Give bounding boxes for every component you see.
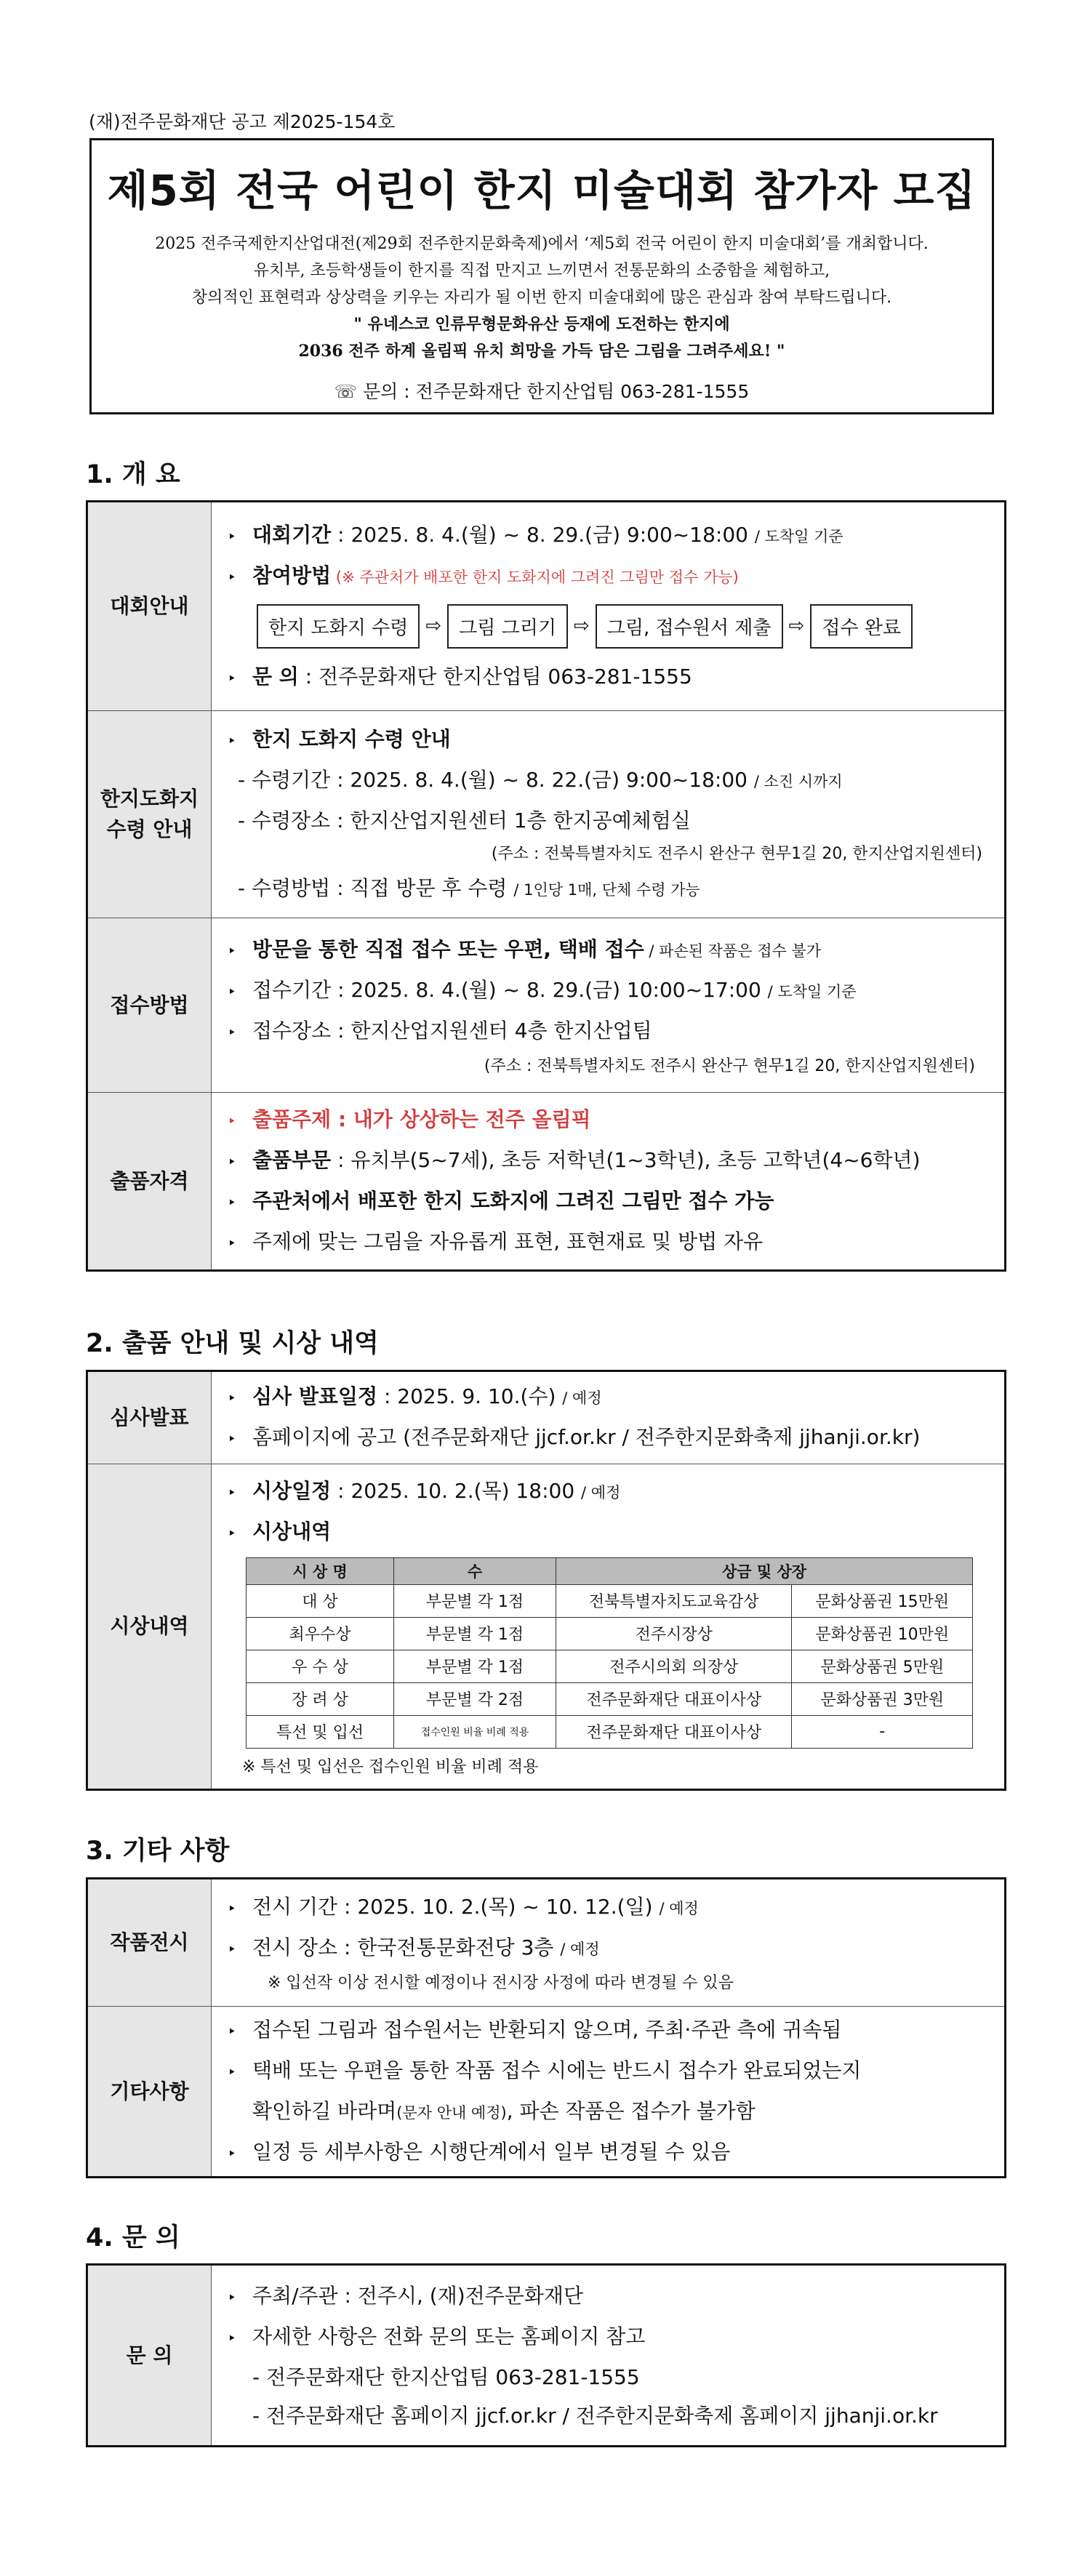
bullet-icon: ‣ — [228, 1430, 236, 1448]
row-label: 문 의 — [87, 2265, 212, 2447]
header-contact-text: 문의 : 전주문화재단 한지산업팀 063-281-1555 — [362, 381, 750, 402]
arrow-right-icon: ⇨ — [425, 615, 442, 637]
bullet-icon: ‣ — [228, 1900, 236, 1917]
intro-line: 2025 전주국제한지산업대전(제29회 전주한지문화축제)에서 ‘제5회 전국 어린이 한지 미술대회’를 개최합니다. — [155, 235, 929, 253]
page-title: 제5회 전국 어린이 한지 미술대회 참가자 모집 — [107, 166, 977, 215]
phone-icon: ☏ — [334, 381, 358, 402]
table-row: 한지도화지 수령 안내 ‣ 한지 도화지 수령 안내 - 수령기간 : 2025. 8. 4.(월) ~ 8. 22.(금) 9:00~18:00 / 소진 시까지 - 수령장소 : 한지산업지원센터 1층 한지공예체험실 (주소 : 전북특별자치도 전주시 완산구 현무1길 20, 한지산업지원센터) - 수령방법 : 직접 방문 후 수령 / 1인당 1매, 단체 수령 가능 — [87, 711, 1006, 918]
arrow-right-icon: ⇨ — [788, 615, 805, 637]
bullet-icon: ‣ — [228, 982, 236, 1000]
table-row: 문 의 ‣ 주최/주관 : 전주시, (재)전주문화재단 ‣ 자세한 사항은 전화 문의 또는 홈페이지 참고 - 전주문화재단 한지산업팀 063-281-1555 - 전주문화재단 홈페이지 jjcf.or.kr / 전주한지문화축제 홈페이지 jjhanji.or.kr — [87, 2265, 1006, 2447]
process-step: 접수 완료 — [810, 604, 913, 649]
bullet-icon: ‣ — [228, 1112, 236, 1130]
table-row: 특선 및 입선 접수인원 비율 비례 적용 전주문화재단 대표이사상 - — [247, 1715, 973, 1748]
intro-line: 유치부, 초등학생들이 한지를 직접 만지고 느끼면서 전통문화의 소중함을 체험하고, — [253, 262, 830, 280]
bullet-icon: ‣ — [228, 527, 236, 545]
row-label: 시상내역 — [87, 1464, 212, 1790]
process-step: 한지 도화지 수령 — [257, 604, 420, 649]
footnote: ※ 특선 및 입선은 접수인원 비율 비례 적용 — [242, 1757, 539, 1776]
bullet-icon: ‣ — [228, 1152, 236, 1171]
table-header-row: 시 상 명 수 상금 및 상장 — [247, 1557, 973, 1584]
table-row: 접수방법 ‣ 방문을 통한 직접 접수 또는 우편, 택배 접수 / 파손된 작품은 접수 불가 ‣ 접수기간 : 2025. 8. 4.(월) ~ 8. 29.(금) 10:00~17:00 / 도착일 기준 ‣ 접수장소 : 한지산업지원센터 4층 한지산업팀 (주소 : 전북특별자치도 전주시 완산구 현무1길 20, 한지산업지원센터) — [87, 918, 1006, 1093]
section-title-awards: 2. 출품 안내 및 시상 내역 — [86, 1329, 379, 1358]
process-steps — [257, 604, 1004, 649]
header-contact — [92, 378, 992, 405]
prize-table — [246, 1557, 973, 1749]
row-label: 출품자격 — [87, 1093, 212, 1271]
bullet-icon: ‣ — [228, 1389, 236, 1407]
bullet-icon: ‣ — [228, 731, 236, 750]
inquiry-table — [86, 2263, 1006, 2447]
table-row: 장 려 상 부문별 각 2점 전주문화재단 대표이사상 문화상품권 3만원 — [247, 1682, 973, 1715]
process-step: 그림, 접수원서 제출 — [596, 604, 783, 649]
row-label: 한지도화지 수령 안내 — [87, 711, 212, 918]
intro-line: 2036 전주 하계 올림픽 유치 희망을 가득 담은 그림을 그려주세요! " — [298, 342, 785, 361]
section-title-etc: 3. 기타 사항 — [86, 1837, 230, 1866]
table-row: 대 상 부문별 각 1점 전북특별자치도교육감상 문화상품권 15만원 — [247, 1584, 973, 1617]
bullet-icon: ‣ — [228, 942, 236, 960]
table-row: 기타사항 ‣ 접수된 그림과 접수원서는 반환되지 않으며, 주최·주관 측에 귀속됨 ‣ 택배 또는 우편을 통한 작품 접수 시에는 반드시 접수가 완료되었는지 확인하길 바라며(문자 안내 예정), 파손 작품은 접수가 불가함 ‣ 일정 등 세부사항은 시행단계에서 일부 변경될 수 있음 — [87, 2007, 1006, 2178]
bullet-icon: ‣ — [228, 568, 236, 586]
bullet-icon: ‣ — [228, 1483, 236, 1501]
table-row: 최우수상 부문별 각 1점 전주시장상 문화상품권 10만원 — [247, 1617, 973, 1650]
awards-table — [86, 1370, 1006, 1791]
table-row: 우 수 상 부문별 각 1점 전주시의회 의장상 문화상품권 5만원 — [247, 1650, 973, 1682]
arrow-right-icon: ⇨ — [574, 615, 590, 637]
row-label: 작품전시 — [87, 1879, 212, 2007]
row-label: 기타사항 — [87, 2007, 212, 2178]
table-row: 시상내역 ‣ 시상일정 : 2025. 10. 2.(목) 18:00 / 예정 ‣ 시상내역 시 상 명 수 상금 및 상장 대 상 부문별 각 1점 전북특별자치도교육감상 문화상품권 15만원 최우수상 부문별 각 1점 전주시장상 문화상품권 10만원 우 수 상 부문별 각 1점 전주시의회 의장상 문화상품권 5만원 장 려 상 부문별 각 2점 전주문화재단 대표이사상 문화상품권 3만원 특선 및 입선 접수인원 비율 비례 적용 전주문화재단 대표이사상 - ※ 특선 및 입선은 접수인원 비율 비례 적용 — [87, 1464, 1006, 1790]
bullet-icon: ‣ — [228, 1524, 236, 1542]
bullet-icon: ‣ — [228, 2144, 236, 2162]
intro-line: " 유네스코 인류무형문화유산 등재에 도전하는 한지에 — [353, 315, 730, 334]
row-label: 대회안내 — [87, 502, 212, 711]
etc-table — [86, 1877, 1006, 2178]
overview-table — [86, 500, 1006, 1272]
bullet-icon: ‣ — [228, 1941, 236, 1958]
bullet-icon: ‣ — [228, 2022, 236, 2040]
bullet-icon: ‣ — [228, 1023, 236, 1041]
bullet-icon: ‣ — [228, 1234, 236, 1252]
table-row: 심사발표 ‣ 심사 발표일정 : 2025. 9. 10.(수) / 예정 ‣ 홈페이지에 공고 (전주문화재단 jjcf.or.kr / 전주한지문화축제 jjhanji.or.kr) — [87, 1371, 1006, 1464]
section-title-inquiry: 4. 문 의 — [86, 2223, 180, 2252]
bullet-icon: ‣ — [228, 669, 236, 687]
table-row: 대회안내 ‣ 대회기간 : 2025. 8. 4.(월) ~ 8. 29.(금) 9:00~18:00 / 도착일 기준 ‣ 참여방법 (※ 주관처가 배포한 한지 도화지에 그려진 그림만 접수 가능) 한지 도화지 수령 ⇨ 그림 그리기 ⇨ 그림, 접수원서 제출 ⇨ 접수 완료 ‣ 문 의 : 전주문화재단 한지산업팀 063-281-1555 — [87, 502, 1006, 711]
table-row: 작품전시 ‣ 전시 기간 : 2025. 10. 2.(목) ~ 10. 12.(일) / 예정 ‣ 전시 장소 : 한국전통문화전당 3층 / 예정 ※ 입선작 이상 전시할 예정이나 전시장 사정에 따라 변경될 수 있음 — [87, 1879, 1006, 2007]
row-label: 접수방법 — [87, 918, 212, 1093]
bullet-icon: ‣ — [228, 2063, 236, 2081]
announcement-number: (재)전주문화재단 공고 제2025-154호 — [89, 111, 396, 132]
bullet-icon: ‣ — [228, 2288, 236, 2306]
header-box — [89, 138, 994, 414]
table-row: 출품자격 ‣ 출품주제 : 내가 상상하는 전주 올림픽 ‣ 출품부문 : 유치부(5~7세), 초등 저학년(1~3학년), 초등 고학년(4~6학년) ‣ 주관처에서 배포한 한지 도화지에 그려진 그림만 접수 가능 ‣ 주제에 맞는 그림을 자유롭게 표현, 표현재료 및 방법 자유 — [87, 1093, 1006, 1271]
bullet-icon: ‣ — [228, 1193, 236, 1211]
bullet-icon: ‣ — [228, 2329, 236, 2347]
intro-line: 창의적인 표현력과 상상력을 키우는 자리가 될 이번 한지 미술대회에 많은 관심과 참여 부탁드립니다. — [191, 289, 892, 307]
row-label: 심사발표 — [87, 1371, 212, 1464]
section-title-overview: 1. 개 요 — [86, 460, 180, 489]
process-step: 그림 그리기 — [447, 604, 568, 649]
